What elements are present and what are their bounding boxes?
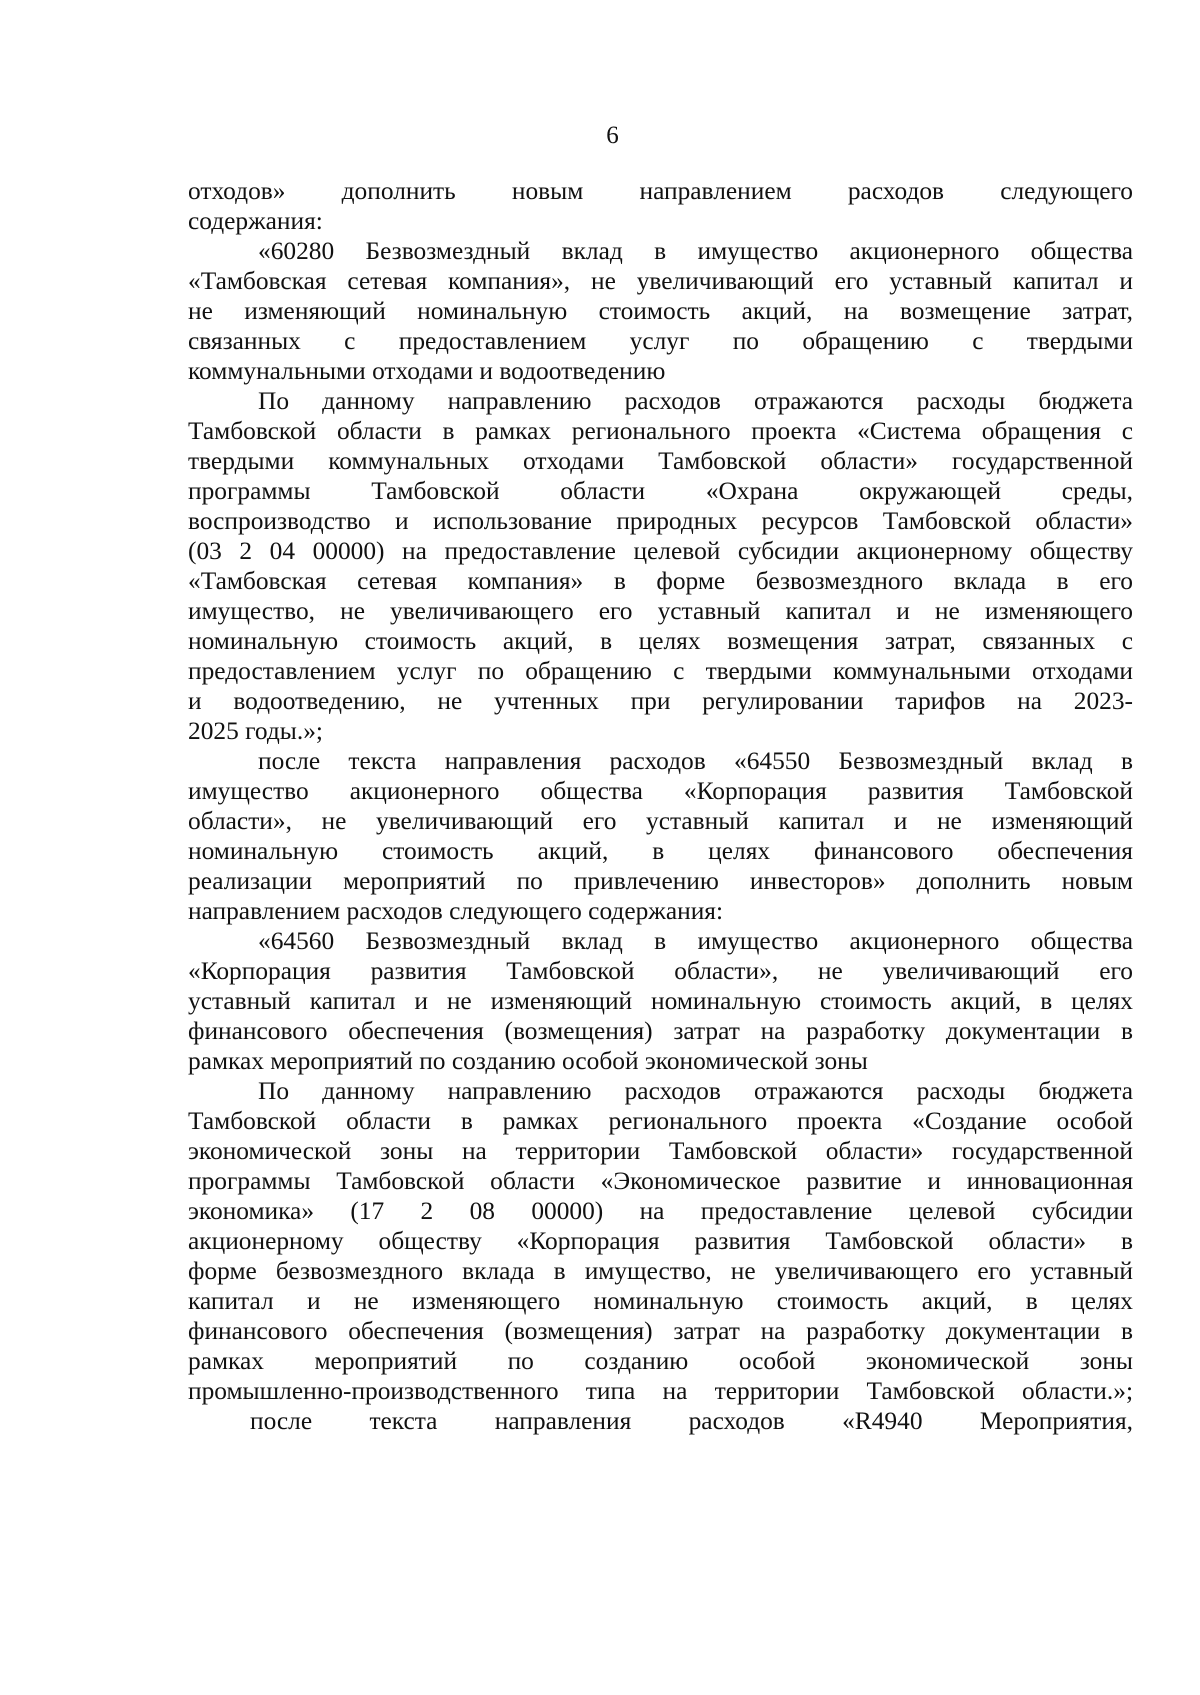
text-line: твердыми коммунальных отходами Тамбовской области» государственной <box>188 447 1133 475</box>
text-line: не изменяющий номинальную стоимость акций, на возмещение затрат, <box>188 297 1133 325</box>
text-line: «64560 Безвозмездный вклад в имущество акционерного общества <box>258 927 1133 955</box>
text-line: связанных с предоставлением услуг по обращению с твердыми <box>188 327 1133 355</box>
text-line: Тамбовской области в рамках регионального проекта «Система обращения с <box>188 417 1133 445</box>
text-line: 2025 годы.»; <box>188 717 323 745</box>
text-line: области», не увеличивающий его уставный капитал и не изменяющий <box>188 807 1133 835</box>
text-line: после текста направления расходов «64550 Безвозмездный вклад в <box>258 747 1133 775</box>
text-line: программы Тамбовской области «Охрана окружающей среды, <box>188 477 1133 505</box>
text-line: Тамбовской области в рамках регионального проекта «Создание особой <box>188 1107 1133 1135</box>
text-line: экономика» (17 2 08 00000) на предоставление целевой субсидии <box>188 1197 1133 1225</box>
text-line: экономической зоны на территории Тамбовской области» государственной <box>188 1137 1133 1165</box>
text-line: По данному направлению расходов отражаются расходы бюджета <box>258 1077 1133 1105</box>
page-number: 6 <box>606 122 619 149</box>
text-line: промышленно-производственного типа на территории Тамбовской области.»; <box>188 1377 1133 1405</box>
text-line: направлением расходов следующего содержания: <box>188 897 724 925</box>
text-line: имущество, не увеличивающего его уставный капитал и не изменяющего <box>188 597 1133 625</box>
text-line: содержания: <box>188 207 323 235</box>
text-line: имущество акционерного общества «Корпорация развития Тамбовской <box>188 777 1133 805</box>
text-line: «Тамбовская сетевая компания», не увеличивающий его уставный капитал и <box>188 267 1133 295</box>
text-line: акционерному обществу «Корпорация развития Тамбовской области» в <box>188 1227 1133 1255</box>
text-line: рамках мероприятий по созданию особой экономической зоны <box>188 1347 1133 1375</box>
text-line: номинальную стоимость акций, в целях возмещения затрат, связанных с <box>188 627 1133 655</box>
text-line: и водоотведению, не учтенных при регулировании тарифов на 2023- <box>188 687 1133 715</box>
text-line: (03 2 04 00000) на предоставление целевой субсидии акционерному обществу <box>188 537 1133 565</box>
text-line: предоставлением услуг по обращению с твердыми коммунальными отходами <box>188 657 1133 685</box>
text-line: воспроизводство и использование природных ресурсов Тамбовской области» <box>188 507 1133 535</box>
text-line: реализации мероприятий по привлечению инвесторов» дополнить новым <box>188 867 1133 895</box>
text-line: после текста направления расходов «R4940 Мероприятия, <box>250 1407 1133 1435</box>
text-line: программы Тамбовской области «Экономическое развитие и инновационная <box>188 1167 1133 1195</box>
text-line: По данному направлению расходов отражаются расходы бюджета <box>258 387 1133 415</box>
text-line: «Тамбовская сетевая компания» в форме безвозмездного вклада в его <box>188 567 1133 595</box>
text-line: капитал и не изменяющего номинальную стоимость акций, в целях <box>188 1287 1133 1315</box>
text-line: «60280 Безвозмездный вклад в имущество акционерного общества <box>258 237 1133 265</box>
text-line: «Корпорация развития Тамбовской области», не увеличивающий его <box>188 957 1133 985</box>
text-line: рамках мероприятий по созданию особой экономической зоны <box>188 1047 868 1075</box>
text-line: финансового обеспечения (возмещения) затрат на разработку документации в <box>188 1317 1133 1345</box>
text-line: финансового обеспечения (возмещения) затрат на разработку документации в <box>188 1017 1133 1045</box>
text-line: уставный капитал и не изменяющий номинальную стоимость акций, в целях <box>188 987 1133 1015</box>
text-line: коммунальными отходами и водоотведению <box>188 357 666 385</box>
text-line: номинальную стоимость акций, в целях финансового обеспечения <box>188 837 1133 865</box>
text-line: отходов» дополнить новым направлением расходов следующего <box>188 177 1133 205</box>
text-line: форме безвозмездного вклада в имущество, не увеличивающего его уставный <box>188 1257 1133 1285</box>
